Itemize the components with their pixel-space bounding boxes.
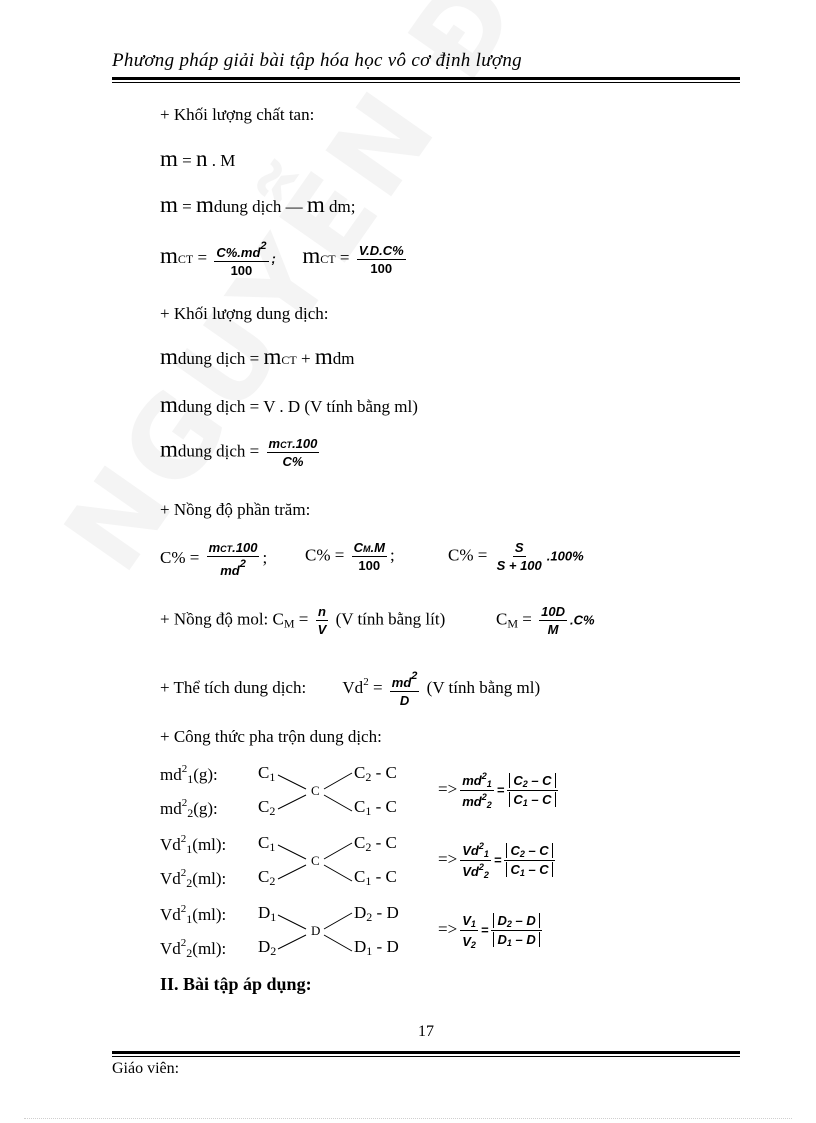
equals: = [493, 852, 502, 868]
tail: - C [371, 797, 397, 816]
mixing-right-top [354, 903, 399, 925]
header-rule-thin [112, 82, 740, 83]
symbol-n: n [195, 146, 208, 171]
symbol-m: m [160, 436, 178, 462]
cross-line [324, 935, 352, 951]
unit: (ml): [192, 905, 227, 924]
page-edge-divider [24, 1118, 792, 1119]
formula-text: dung dịch — [213, 197, 307, 216]
numerator: C%.md [216, 245, 261, 260]
formula-m-n-M [160, 146, 235, 172]
numerator: n [318, 604, 326, 619]
denominator: Vd [462, 864, 479, 879]
fraction [539, 604, 567, 637]
cross-line [324, 865, 352, 881]
formula-text: dm [332, 349, 355, 368]
equals: = [480, 922, 489, 938]
equals: = [335, 247, 354, 267]
symbol-m: m [302, 242, 321, 268]
label: Vd [342, 677, 364, 697]
tail: - D [372, 937, 399, 956]
mixing-left-top [258, 763, 275, 785]
superscript: 2 [181, 763, 188, 775]
formula-text: dung dịch = V . D (V tính bằng ml) [177, 397, 418, 416]
subscript: 2 [269, 874, 276, 888]
formula-tail: .C% [569, 612, 595, 628]
numerator-rest: .M [370, 540, 385, 555]
subscript: M [283, 616, 295, 631]
subscript: 1 [483, 849, 489, 859]
symbol: C [258, 797, 270, 816]
superscript: 2 [411, 670, 418, 682]
mixing-row2-label [160, 867, 226, 891]
subscript: 2 [486, 800, 492, 810]
abs-fraction [491, 913, 541, 948]
center-symbol: C [311, 783, 320, 798]
separator: ; [389, 545, 395, 565]
label: C [496, 609, 508, 629]
symbol: C [258, 833, 270, 852]
formula-tail: .100% [546, 548, 584, 564]
fraction [495, 540, 544, 573]
numerator: S [514, 540, 524, 555]
page-number: 17 [418, 1023, 434, 1040]
label-text: md [160, 799, 182, 818]
symbol-m: m [160, 242, 178, 268]
superscript: 2 [180, 867, 187, 879]
label-text: Vd [160, 869, 181, 888]
separator: ; [271, 250, 276, 266]
formula-cpercent-2 [305, 540, 395, 573]
numerator-rest: .100 [232, 540, 258, 555]
cross-line [324, 773, 352, 789]
superscript: 2 [180, 937, 187, 949]
subscript: 1 [519, 868, 525, 878]
formula-mdd-sum [160, 344, 354, 370]
mixing-cross-lines [276, 769, 356, 819]
plus: + [296, 349, 315, 368]
symbol-m: m [263, 344, 282, 369]
separator: ; [262, 547, 268, 567]
subscript: 2 [366, 910, 373, 924]
denominator: D [399, 693, 410, 708]
fraction [460, 841, 491, 880]
symbol: C [354, 797, 366, 816]
subscript: 2 [365, 770, 372, 784]
numerator: V.D.C% [358, 242, 404, 258]
section-mass-solution: + Khối lượng dung dịch: [160, 304, 329, 323]
subscript: 2 [187, 806, 194, 820]
fraction [460, 771, 494, 810]
denominator: C [513, 792, 523, 807]
unit: (ml): [192, 835, 227, 854]
subscript: 1 [269, 840, 276, 854]
mixing-row2-label [160, 797, 218, 821]
subscript: 2 [506, 919, 512, 929]
symbol-m: m [195, 192, 214, 217]
fraction [214, 240, 268, 278]
fraction [390, 670, 420, 708]
formula-mdd-vd [160, 392, 418, 418]
cross-line [278, 775, 306, 789]
denominator: M [547, 622, 559, 637]
denominator: md [220, 563, 240, 578]
subscript: M [507, 616, 519, 631]
section-percent-concentration: + Nồng độ phần trăm: [160, 500, 311, 519]
subscript: 1 [365, 804, 372, 818]
equals: = [368, 677, 387, 697]
formula-text: dung dịch = [177, 349, 264, 368]
subscript: 1 [186, 842, 193, 856]
cross-line [324, 843, 352, 859]
mixing-result [438, 841, 558, 880]
superscript: 2 [478, 841, 484, 851]
section-volume: + Thể tích dung dịch: [160, 677, 307, 697]
numerator: C [353, 540, 363, 555]
symbol-m: m [314, 344, 333, 369]
equals: = [177, 151, 196, 170]
formula-mdd-fraction [160, 436, 322, 469]
cross-line [278, 865, 306, 879]
formula-text: dung dịch = [177, 441, 264, 461]
symbol: D [354, 903, 367, 922]
mixing-result [438, 771, 561, 810]
unit: (g): [193, 799, 218, 818]
tail: - C [371, 763, 397, 782]
fraction [207, 540, 260, 578]
symbol: D [354, 937, 367, 956]
cross-line [278, 795, 306, 809]
tail: - C [371, 833, 397, 852]
symbol-m: m [160, 392, 178, 417]
formula-text: dm; [324, 197, 356, 216]
arrow: => [438, 849, 458, 869]
label: C% = [305, 545, 349, 565]
subscript: 2 [186, 876, 193, 890]
label: C% = [160, 547, 204, 567]
fraction [460, 911, 478, 950]
cross-line [278, 845, 306, 859]
numerator: 10D [541, 604, 565, 619]
formula-rest: . M [211, 151, 236, 170]
numerator: C [510, 843, 520, 858]
tail: – C [524, 843, 549, 858]
formula-mct [160, 240, 409, 278]
subscript: 1 [269, 770, 276, 784]
arrow: => [438, 919, 458, 939]
tail: – C [524, 862, 549, 877]
numerator: C [513, 773, 523, 788]
tail: – D [511, 913, 536, 928]
formula-volume [160, 670, 540, 708]
section-molar-concentration: + Nồng độ mol: C [160, 609, 284, 629]
cross-line [278, 935, 306, 949]
denominator: V [462, 934, 471, 949]
symbol: D [258, 937, 271, 956]
section-mass-solute: + Khối lượng chất tan: [160, 105, 315, 124]
denominator: 100 [230, 263, 253, 278]
superscript: 2 [481, 792, 487, 802]
subscript: 2 [470, 940, 476, 950]
denominator: S + 100 [496, 558, 542, 573]
section-mixing: + Công thức pha trộn dung dịch: [160, 727, 382, 746]
subscript: 2 [186, 946, 193, 960]
superscript: 2 [180, 833, 187, 845]
label-text: Vd [160, 905, 181, 924]
mixing-cross-lines [276, 909, 356, 959]
equals: = [518, 609, 537, 629]
mixing-left-top [258, 833, 275, 855]
label-text: md [160, 765, 182, 784]
numerator-rest: .100 [292, 436, 318, 451]
subscript: 2 [270, 944, 277, 958]
superscript: 2 [181, 797, 188, 809]
symbol-m: m [160, 344, 178, 369]
equals: = [294, 609, 313, 629]
formula-m-difference [160, 192, 356, 218]
subscript-ct: CT [177, 251, 194, 266]
symbol: C [354, 867, 366, 886]
numerator: Vd [462, 843, 479, 858]
subscript: 1 [187, 772, 194, 786]
subscript: 1 [522, 798, 528, 808]
unit: (ml): [192, 939, 227, 958]
equals: = [177, 197, 196, 216]
mixing-result [438, 911, 545, 950]
header-rule-thick [112, 77, 740, 80]
formula-cpercent-1 [160, 540, 267, 578]
symbol-m: m [306, 192, 325, 217]
numerator: md [391, 675, 412, 690]
subscript: 1 [470, 919, 476, 929]
tail: - D [372, 903, 399, 922]
tail: – D [511, 932, 536, 947]
mixing-left-top [258, 903, 276, 925]
fraction [357, 243, 406, 276]
cross-line [324, 795, 352, 811]
unit: (ml): [192, 869, 227, 888]
footer-rule-thin [112, 1056, 740, 1057]
mixing-left-bottom [258, 797, 275, 819]
formula-cm-from-cpercent [496, 604, 595, 637]
symbol-m: m [160, 146, 178, 171]
tail: - C [371, 867, 397, 886]
center-symbol: C [311, 853, 320, 868]
watermark [40, 0, 816, 593]
mixing-right-bottom [354, 797, 397, 819]
numerator: D [497, 913, 507, 928]
label: C% = [448, 545, 492, 565]
mixing-row1-label [160, 833, 226, 857]
denominator: C [510, 862, 520, 877]
symbol-m: m [160, 192, 178, 217]
abs-fraction [504, 843, 554, 878]
denominator: md [462, 794, 482, 809]
fraction [267, 436, 320, 469]
denominator: D [497, 932, 507, 947]
footer-teacher: Giáo viên: [112, 1060, 180, 1077]
fraction [316, 604, 329, 637]
superscript: 2 [481, 771, 487, 781]
subscript: CT [280, 440, 293, 450]
subscript: 1 [366, 944, 373, 958]
mixing-right-top [354, 833, 397, 855]
note: (V tính bằng ml) [426, 677, 541, 697]
formula-cpercent-3 [448, 540, 584, 573]
subscript: 2 [519, 849, 525, 859]
symbol: D [258, 903, 271, 922]
denominator: C% [282, 454, 304, 469]
mixing-right-top [354, 763, 397, 785]
arrow: => [438, 779, 458, 799]
tail: – C [527, 792, 552, 807]
formula-molar-concentration [160, 604, 445, 637]
subscript-ct: CT [320, 251, 336, 266]
subscript: 1 [506, 938, 512, 948]
numerator: V [462, 913, 471, 928]
mixing-cross-lines [276, 839, 356, 889]
symbol: C [258, 763, 270, 782]
superscript: 2 [260, 240, 267, 252]
subscript: 2 [269, 804, 276, 818]
cross-line [324, 913, 352, 929]
section-exercises: II. Bài tập áp dụng: [160, 974, 312, 994]
mixing-left-bottom [258, 867, 275, 889]
footer-rule-thick [112, 1051, 740, 1054]
subscript: 1 [186, 912, 193, 926]
note: (V tính bằng lít) [335, 609, 446, 629]
subscript: CT [220, 544, 233, 554]
numerator: md [462, 773, 482, 788]
denominator: V [317, 622, 327, 637]
superscript: 2 [239, 558, 246, 570]
label-text: Vd [160, 835, 181, 854]
superscript: 2 [180, 903, 187, 915]
subscript: 2 [365, 840, 372, 854]
denominator: 100 [370, 260, 393, 276]
subscript: 1 [486, 779, 492, 789]
numerator: m [268, 436, 281, 451]
abs-fraction [507, 773, 557, 808]
label-text: Vd [160, 939, 181, 958]
unit: (g): [193, 765, 218, 784]
mixing-right-bottom [354, 867, 397, 889]
symbol: C [354, 833, 366, 852]
mixing-right-bottom [354, 937, 399, 959]
page-header-title: Phương pháp giải bài tập hóa học vô cơ định lượng [112, 50, 522, 71]
mixing-row2-label [160, 937, 226, 961]
equals: = [496, 782, 505, 798]
subscript: M [362, 544, 371, 554]
mixing-row1-label [160, 763, 218, 787]
cross-line [278, 915, 306, 929]
mixing-left-bottom [258, 937, 276, 959]
equals: = [193, 247, 212, 267]
superscript: 2 [363, 675, 369, 688]
mixing-row1-label [160, 903, 226, 927]
tail: – C [527, 773, 552, 788]
denominator: 100 [358, 558, 381, 573]
subscript: 1 [270, 910, 277, 924]
subscript-ct: CT [281, 353, 297, 367]
fraction [352, 540, 387, 573]
symbol: C [354, 763, 366, 782]
numerator: m [208, 540, 221, 555]
subscript: 1 [365, 874, 372, 888]
subscript: 2 [483, 870, 489, 880]
center-symbol: D [311, 923, 321, 938]
symbol: C [258, 867, 270, 886]
superscript: 2 [478, 862, 484, 872]
subscript: 2 [522, 779, 528, 789]
